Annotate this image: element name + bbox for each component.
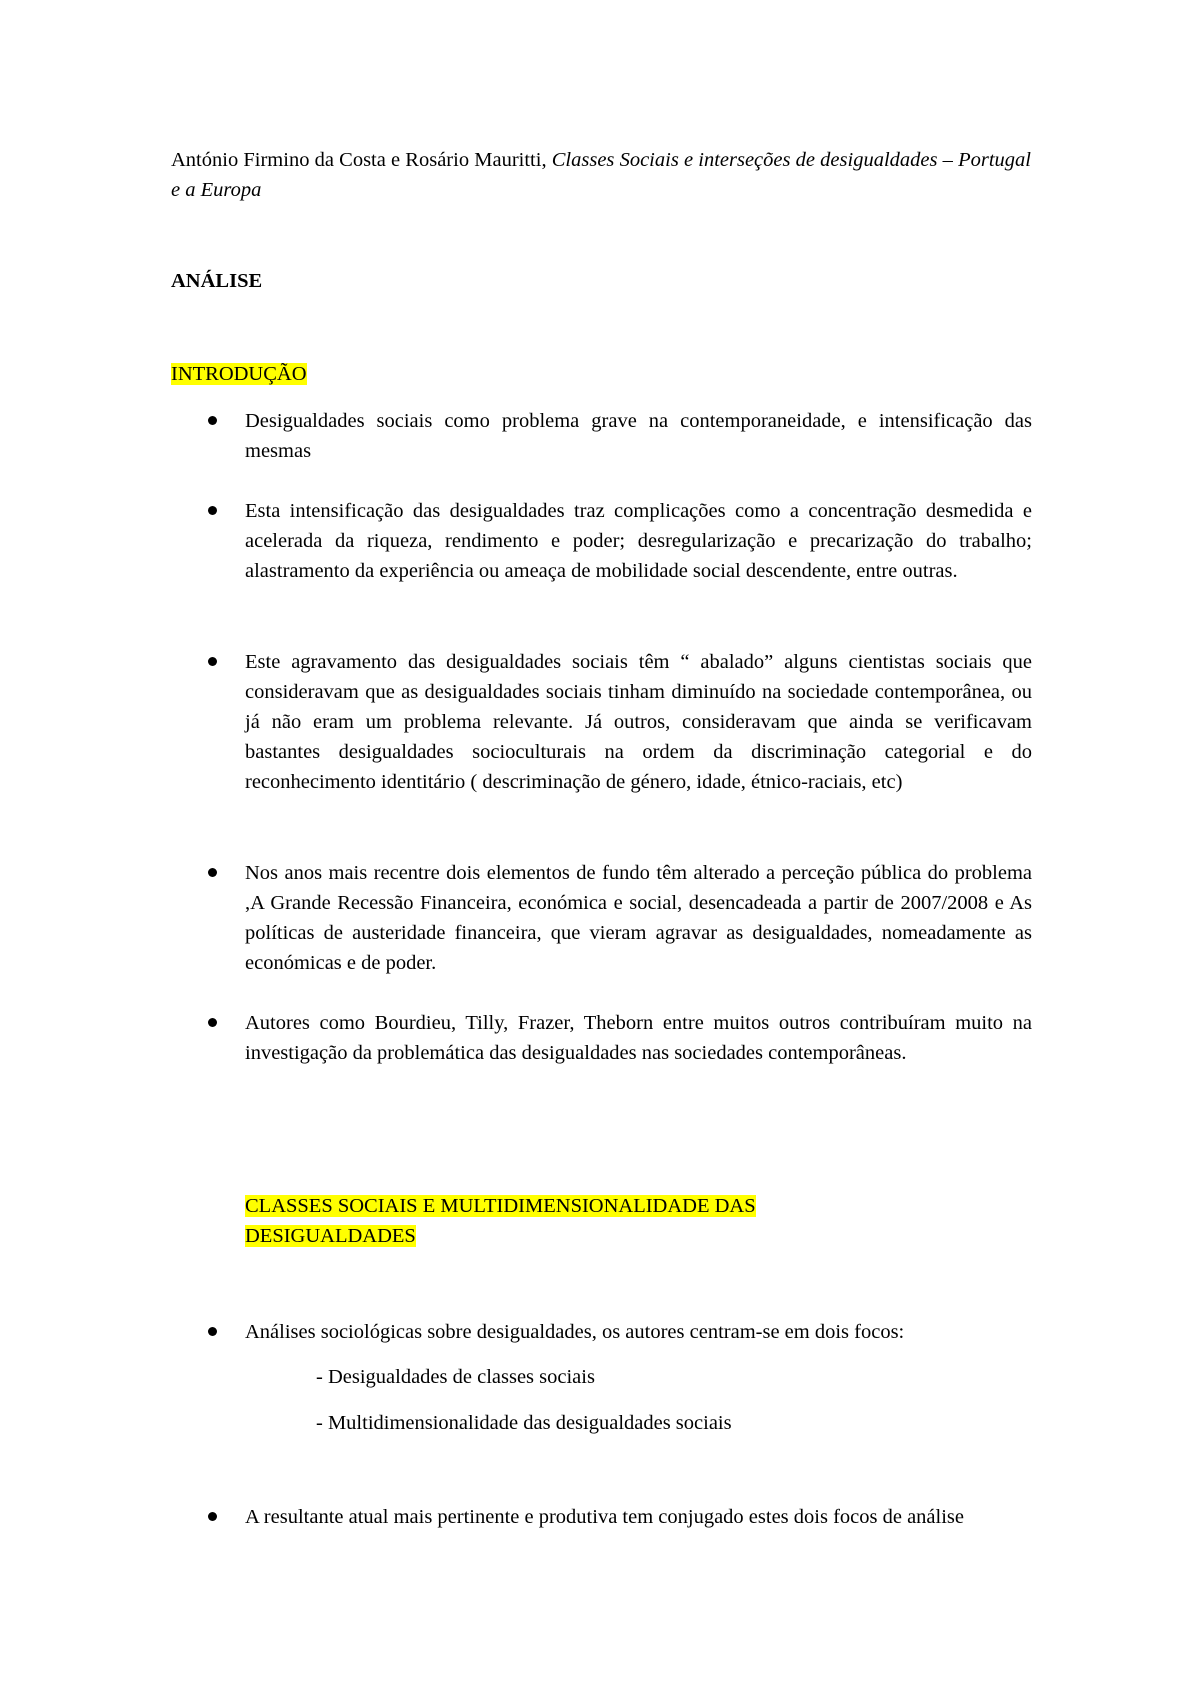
sub-item-2: - Multidimensionalidade das desigualdades sociais (316, 1412, 732, 1434)
work-title: Classes Sociais e interseções de desigualdades – Portugal e a Europa (171, 149, 1031, 201)
bullet-marker (208, 647, 220, 677)
bullet-marker (208, 1502, 220, 1532)
intro-bullet-1: Desigualdades sociais como problema grave na contemporaneidade, e intensificação das mesmas (245, 410, 1032, 462)
intro-bullet-3: Este agravamento das desigualdades sociais têm “ abalado” alguns cientistas sociais que consideravam que as desigualdades sociais tinham diminuído na sociedade contemporânea, ou já não eram um problema relevante. Já outros, consideravam que ainda se verificavam bastantes desigualdades socioculturais na ordem da discriminação categorial e do reconhecimento identitário ( descriminação de género, idade, étnico-raciais, etc) (245, 651, 1032, 793)
classes-heading (245, 1191, 865, 1251)
analise-heading: ANÁLISE (171, 270, 263, 292)
authors-text: António Firmino da Costa e Rosário Mauritti, (171, 149, 552, 171)
intro-bullet-4: Nos anos mais recentre dois elementos de fundo têm alterado a perceção pública do problema ,A Grande Recessão Financeira, económica e social, desencadeada a partir de 2007/2008 e As políticas de austeridade financeira, que vieram agravar as desigualdades, nomeadamente as económicas e de poder. (245, 862, 1032, 974)
bullet-marker (208, 406, 220, 436)
sub-item-1: - Desigualdades de classes sociais (316, 1366, 595, 1388)
intro-bullet-2: Esta intensificação das desigualdades traz complicações como a concentração desmedida e acelerada da riqueza, rendimento e poder; desregularização e precarização do trabalho; alastramento da experiência ou ameaça de mobilidade social descendente, entre outras. (245, 500, 1032, 582)
bullet-marker (208, 1317, 220, 1347)
reference-line (171, 145, 1031, 205)
classes-bullet-2: A resultante atual mais pertinente e produtiva tem conjugado estes dois focos de análise (245, 1506, 964, 1528)
intro-heading (171, 359, 307, 389)
classes-heading-text: CLASSES SOCIAIS E MULTIDIMENSIONALIDADE DAS DESIGUALDADES (245, 1195, 756, 1247)
intro-heading-text: INTRODUÇÃO (171, 363, 307, 385)
bullet-marker (208, 1008, 220, 1038)
intro-bullet-5: Autores como Bourdieu, Tilly, Frazer, Theborn entre muitos outros contribuíram muito na investigação da problemática das desigualdades nas sociedades contemporâneas. (245, 1012, 1032, 1064)
classes-bullet-1: Análises sociológicas sobre desigualdades, os autores centram-se em dois focos: (245, 1321, 905, 1343)
bullet-marker (208, 858, 220, 888)
bullet-marker (208, 496, 220, 526)
